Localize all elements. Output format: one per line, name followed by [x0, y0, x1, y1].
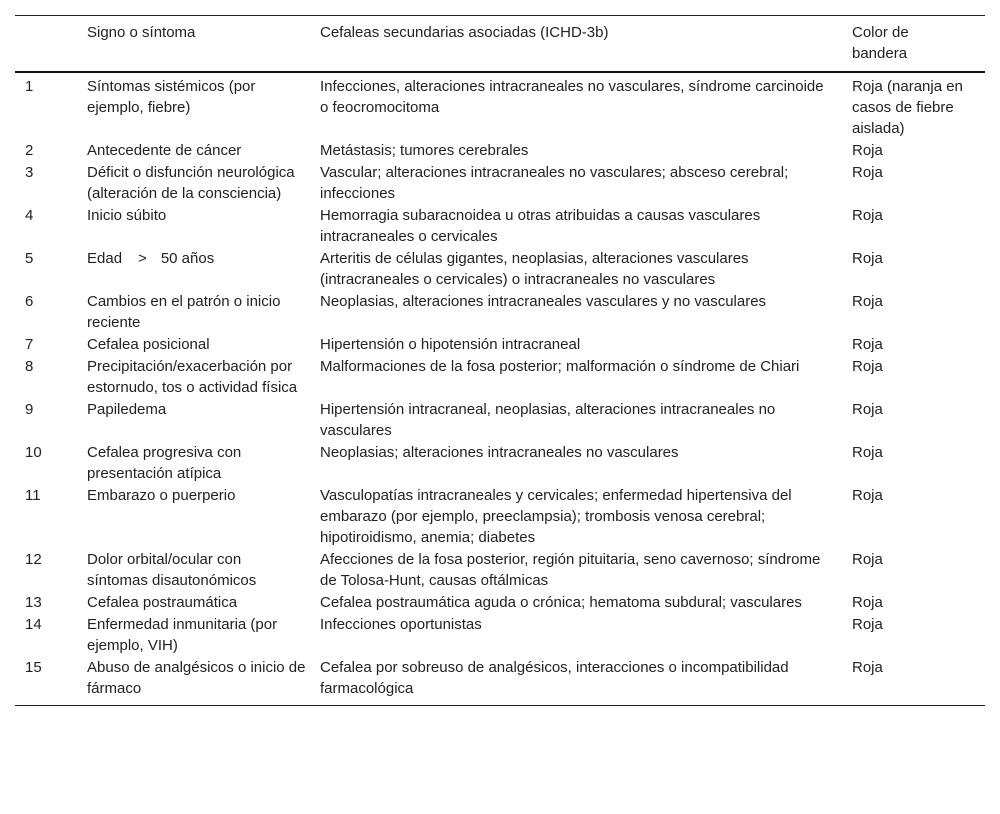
- row-sign: Cefalea progresiva con presentación atípica: [87, 444, 242, 482]
- row-num: 6: [25, 293, 34, 310]
- row-flag: Roja: [852, 594, 883, 611]
- row-assoc: Arteritis de células gigantes, neoplasias, alteraciones vasculares (intracraneales o cervicales) o intracraneales no vasculares: [320, 250, 749, 288]
- row-flag: Roja: [852, 207, 883, 224]
- table-row: [15, 140, 985, 162]
- greater-than-symbol: >: [138, 250, 147, 267]
- headache-red-flags-table-container: [15, 15, 985, 706]
- row-assoc: Cefalea por sobreuso de analgésicos, interacciones o incompatibilidad farmacológica: [320, 659, 789, 697]
- table-row: [15, 614, 985, 657]
- row-assoc: Vasculopatías intracraneales y cervicales; enfermedad hipertensiva del embarazo (por ejemplo, preeclampsia); trombosis venosa cerebral; hipotiroidismo, anemia; diabetes: [320, 487, 792, 546]
- row-assoc: Cefalea postraumática aguda o crónica; hematoma subdural; vasculares: [320, 594, 802, 611]
- row-sign: [87, 248, 320, 291]
- row-assoc: Infecciones oportunistas: [320, 616, 482, 633]
- row-num: 15: [25, 659, 42, 676]
- header-assoc: Cefaleas secundarias asociadas (ICHD-3b): [320, 24, 609, 41]
- row-num: 1: [25, 78, 34, 95]
- row-assoc: Vascular; alteraciones intracraneales no vasculares; absceso cerebral; infecciones: [320, 164, 789, 202]
- row-sign: Síntomas sistémicos (por ejemplo, fiebre): [87, 78, 256, 116]
- row-assoc: Neoplasias, alteraciones intracraneales vasculares y no vasculares: [320, 293, 767, 310]
- row-num: 2: [25, 142, 34, 159]
- table-row: [15, 162, 985, 205]
- row-flag: Roja: [852, 487, 883, 504]
- table-body: [15, 72, 985, 706]
- row-flag: Roja: [852, 142, 883, 159]
- row-flag: Roja (naranja en casos de fiebre aislada): [852, 78, 963, 137]
- row-assoc: Malformaciones de la fosa posterior; malformación o síndrome de Chiari: [320, 358, 800, 375]
- row-flag: Roja: [852, 250, 883, 267]
- table-header: [15, 16, 985, 73]
- row-sign: Antecedente de cáncer: [87, 142, 242, 159]
- table-row: [15, 205, 985, 248]
- header-row: [15, 16, 985, 73]
- row-flag: Roja: [852, 358, 883, 375]
- row-num: 12: [25, 551, 42, 568]
- row-num: 7: [25, 336, 34, 353]
- row-num: 5: [25, 250, 34, 267]
- row-assoc: Hemorragia subaracnoidea u otras atribuidas a causas vasculares intracraneales o cervicales: [320, 207, 761, 245]
- row-flag: Roja: [852, 616, 883, 633]
- table-row: [15, 399, 985, 442]
- table-row: [15, 442, 985, 485]
- row-sign: Cefalea posicional: [87, 336, 210, 353]
- row-flag: Roja: [852, 444, 883, 461]
- table-row: [15, 549, 985, 592]
- row-num: 10: [25, 444, 42, 461]
- row-sign: Enfermedad inmunitaria (por ejemplo, VIH): [87, 616, 278, 654]
- row-sign: Embarazo o puerperio: [87, 487, 236, 504]
- row-num: 13: [25, 594, 42, 611]
- headache-red-flags-table: [15, 15, 985, 706]
- table-row: [15, 356, 985, 399]
- row-assoc: Afecciones de la fosa posterior, región pituitaria, seno cavernoso; síndrome de Tolosa-Hunt, causas oftálmicas: [320, 551, 821, 589]
- table-row: [15, 592, 985, 614]
- header-num: [15, 16, 87, 73]
- row-num: 9: [25, 401, 34, 418]
- table-row: [15, 485, 985, 549]
- row-flag: Roja: [852, 659, 883, 676]
- row-sign: Inicio súbito: [87, 207, 167, 224]
- row-flag: Roja: [852, 164, 883, 181]
- row-assoc: Infecciones, alteraciones intracraneales no vasculares, síndrome carcinoide o feocromocitoma: [320, 78, 824, 116]
- row-sign: Precipitación/exacerbación por estornudo, tos o actividad física: [87, 358, 298, 396]
- table-row: [15, 72, 985, 140]
- row-num: 8: [25, 358, 34, 375]
- row-flag: Roja: [852, 551, 883, 568]
- row-num: 11: [25, 487, 41, 504]
- row-num: 14: [25, 616, 42, 633]
- row-sign: Déficit o disfunción neurológica (alteración de la consciencia): [87, 164, 295, 202]
- table-row: [15, 248, 985, 291]
- age-value: 50 años: [160, 250, 215, 267]
- table-row: [15, 657, 985, 706]
- row-assoc: Hipertensión o hipotensión intracraneal: [320, 336, 581, 353]
- header-flag: Color de bandera: [852, 24, 909, 62]
- row-sign: Cambios en el patrón o inicio reciente: [87, 293, 281, 331]
- age-label: Edad: [87, 250, 123, 267]
- row-assoc: Neoplasias; alteraciones intracraneales no vasculares: [320, 444, 679, 461]
- row-sign: Papiledema: [87, 401, 167, 418]
- row-sign: Cefalea postraumática: [87, 594, 238, 611]
- table-row: [15, 334, 985, 356]
- row-num: 4: [25, 207, 34, 224]
- row-flag: Roja: [852, 336, 883, 353]
- row-assoc: Metástasis; tumores cerebrales: [320, 142, 529, 159]
- row-flag: Roja: [852, 293, 883, 310]
- table-row: [15, 291, 985, 334]
- row-sign: Dolor orbital/ocular con síntomas disautonómicos: [87, 551, 257, 589]
- row-assoc: Hipertensión intracraneal, neoplasias, alteraciones intracraneales no vasculares: [320, 401, 776, 439]
- row-sign: Abuso de analgésicos o inicio de fármaco: [87, 659, 306, 697]
- header-sign: Signo o síntoma: [87, 24, 196, 41]
- row-flag: Roja: [852, 401, 883, 418]
- row-num: 3: [25, 164, 34, 181]
